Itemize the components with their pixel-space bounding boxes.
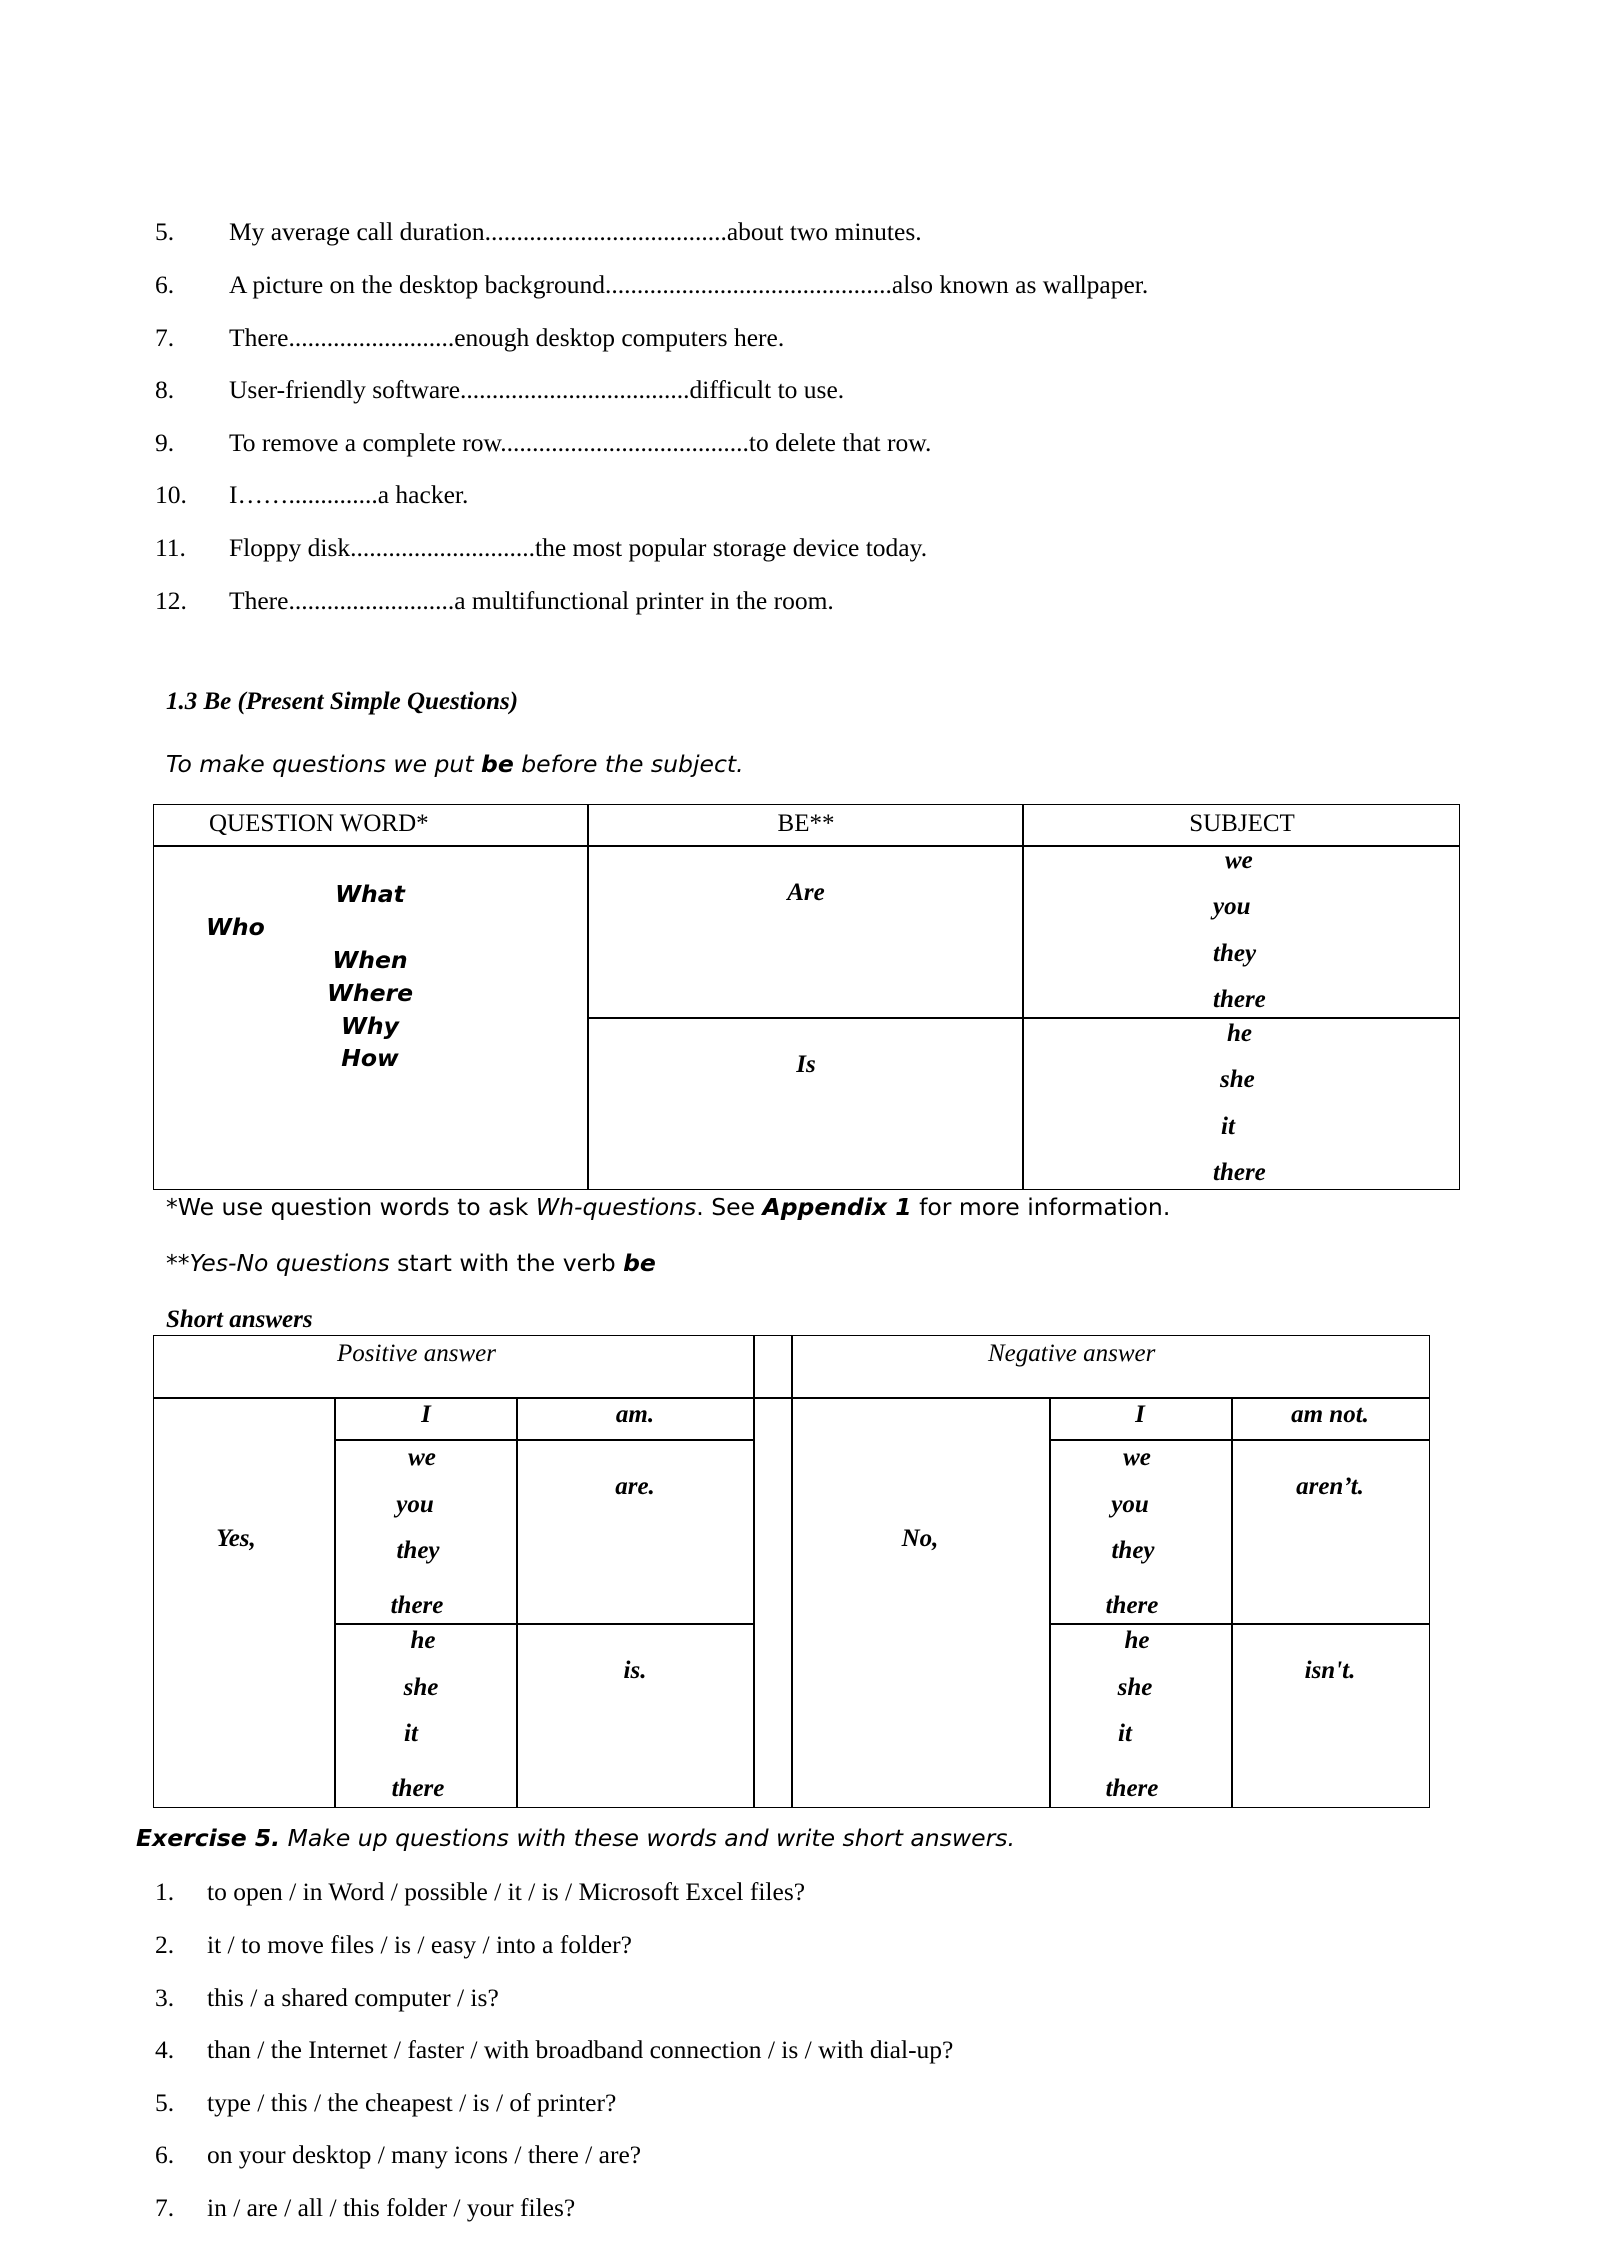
short-answers-title: Short answers — [166, 1306, 313, 1333]
positive-header: Positive answer — [153, 1335, 755, 1399]
note-yes-no: **Yes-No questions start with the verb be — [166, 1249, 656, 1277]
spacer-cell — [753, 1335, 793, 1399]
subjects-are-cell: we you they there — [1022, 845, 1460, 1019]
header-be: BE** — [587, 804, 1024, 847]
verb-arent-cell: aren’t. — [1231, 1439, 1430, 1625]
question-word: When — [332, 946, 408, 974]
who-word: Who — [206, 913, 265, 941]
no-cell: No, — [791, 1397, 1051, 1808]
note-wh-questions: *We use question words to ask Wh-questions. See Appendix 1 for more information. — [166, 1193, 1171, 1221]
exercise5-instruction: Exercise 5. Make up questions with these words and write short answers. — [136, 1824, 1015, 1852]
yes-cell: Yes, — [153, 1397, 336, 1808]
plural-subjects-cell: we you they there — [334, 1439, 518, 1625]
be-are-cell: Are — [587, 845, 1024, 1019]
question-word: What — [335, 880, 405, 908]
spacer-cell — [753, 1397, 793, 1808]
singular-subjects-cell: he she it there — [1049, 1623, 1233, 1808]
question-word: How — [341, 1044, 399, 1072]
be-is-cell: Is — [587, 1017, 1024, 1190]
singular-subjects-cell: he she it there — [334, 1623, 518, 1808]
question-words-cell — [153, 845, 589, 1190]
verb-isnt-cell: isn't. — [1231, 1623, 1430, 1808]
subjects-is-cell: he she it there — [1022, 1017, 1460, 1190]
verb-am-cell: am. — [516, 1397, 755, 1441]
plural-subjects-cell: we you they there — [1049, 1439, 1233, 1625]
header-subject: SUBJECT — [1022, 804, 1460, 847]
subject-i-cell: I — [334, 1397, 518, 1441]
section-heading: 1.3 Be (Present Simple Questions) — [166, 688, 519, 715]
verb-am-not-cell: am not. — [1231, 1397, 1430, 1441]
question-word: Why — [341, 1012, 399, 1040]
negative-header: Negative answer — [791, 1335, 1430, 1399]
section-intro: To make questions we put be before the subject. — [166, 750, 744, 778]
subject-i-cell: I — [1049, 1397, 1233, 1441]
question-word: Where — [326, 979, 414, 1007]
header-question-word: QUESTION WORD* — [153, 804, 589, 847]
verb-are-cell: are. — [516, 1439, 755, 1625]
verb-is-cell: is. — [516, 1623, 755, 1808]
